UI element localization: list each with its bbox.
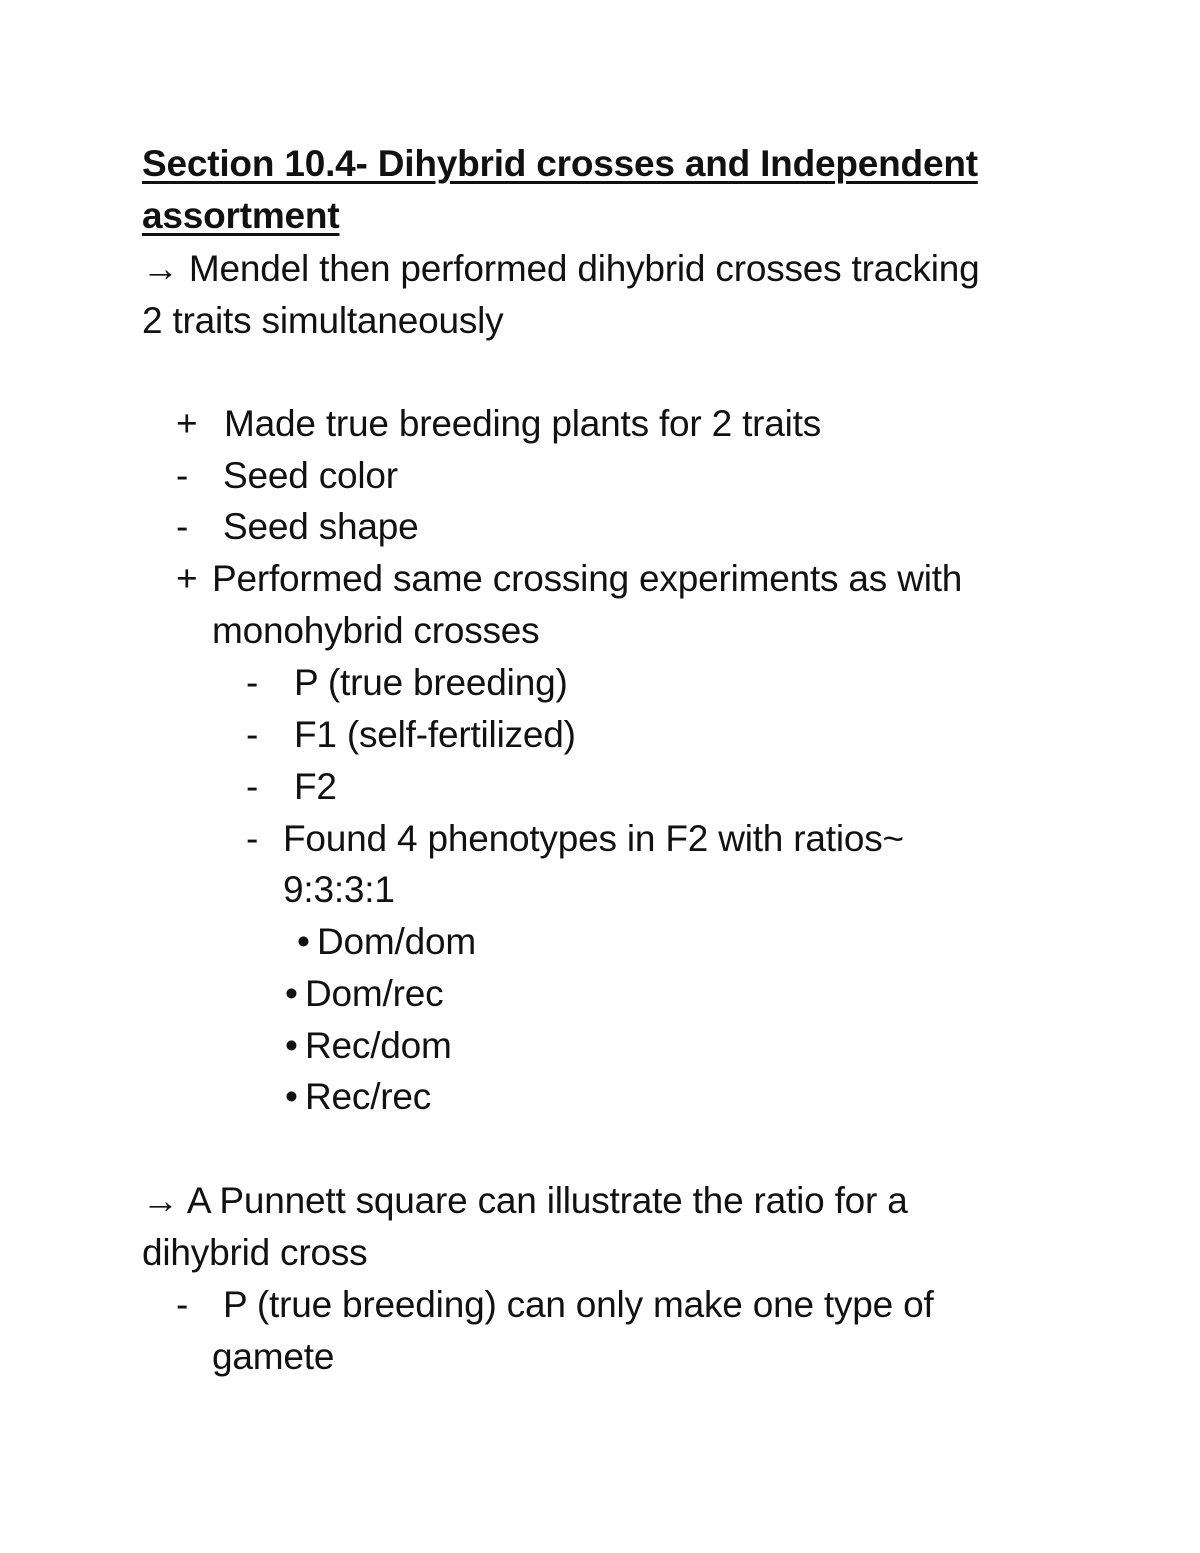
list-item-text: Found 4 phenotypes in F2 with ratios~ — [283, 818, 904, 859]
list-item-performed-continued: monohybrid crosses — [212, 610, 540, 651]
dash-marker: - — [246, 662, 259, 703]
section-title-line-2: assortment — [142, 195, 340, 236]
plus-marker: + — [176, 558, 198, 599]
list-item-seed-color — [176, 450, 398, 502]
phenotype-item-2 — [285, 968, 443, 1020]
list-item-text: P (true breeding) — [294, 662, 568, 703]
phenotype-item-4 — [285, 1071, 431, 1123]
phenotype-item-3 — [285, 1020, 452, 1072]
list-item-text: Dom/dom — [317, 921, 476, 962]
intro-line-2: 2 traits simultaneously — [142, 300, 504, 341]
list-item-gamete — [176, 1279, 934, 1331]
plus-marker: + — [176, 403, 198, 444]
list-item-text: F1 (self-fertilized) — [294, 714, 576, 755]
list-item-gamete-continued: gamete — [212, 1336, 335, 1377]
list-item-text: Rec/dom — [305, 1025, 452, 1066]
phenotype-item-1 — [297, 916, 476, 968]
ratio-text: 9:3:3:1 — [283, 869, 395, 910]
list-item-text: Rec/rec — [305, 1076, 432, 1117]
dash-marker: - — [176, 455, 189, 496]
list-item-p-true-breeding — [246, 657, 568, 709]
dash-marker: - — [176, 506, 189, 547]
list-item-made-true-breeding — [176, 398, 821, 450]
bullet-marker: • — [285, 973, 298, 1014]
list-item-text: Seed shape — [223, 506, 419, 547]
section-title-line-1: Section 10.4- Dihybrid crosses and Independent — [142, 143, 978, 184]
dash-marker: - — [176, 1284, 189, 1325]
arrow-icon: → — [142, 1180, 179, 1221]
dash-marker: - — [246, 766, 259, 807]
arrow-icon: → — [142, 248, 179, 289]
list-item-text: Performed same crossing experiments as with — [212, 558, 963, 599]
list-item-text: Seed color — [223, 455, 398, 496]
list-item-found-phenotypes — [246, 813, 904, 865]
list-item-performed — [176, 553, 962, 605]
punnett-line-1 — [142, 1175, 908, 1227]
list-item-text: P (true breeding) can only make one type of — [223, 1284, 934, 1325]
punnett-line-2: dihybrid cross — [142, 1232, 368, 1273]
list-item-text: F2 — [294, 766, 337, 807]
dash-marker: - — [246, 714, 259, 755]
list-item-f2 — [246, 761, 337, 813]
list-item-f1 — [246, 709, 576, 761]
bullet-marker: • — [285, 1076, 298, 1117]
punnett-text-1: A Punnett square can illustrate the ratio for a — [186, 1180, 908, 1221]
list-item-seed-shape — [176, 501, 419, 553]
intro-line-1 — [142, 243, 980, 295]
bullet-marker: • — [297, 921, 310, 962]
dash-marker: - — [246, 818, 259, 859]
list-item-text: Made true breeding plants for 2 traits — [224, 403, 822, 444]
bullet-marker: • — [285, 1025, 298, 1066]
list-item-text: Dom/rec — [305, 973, 444, 1014]
intro-text-1: Mendel then performed dihybrid crosses tracking — [188, 248, 980, 289]
